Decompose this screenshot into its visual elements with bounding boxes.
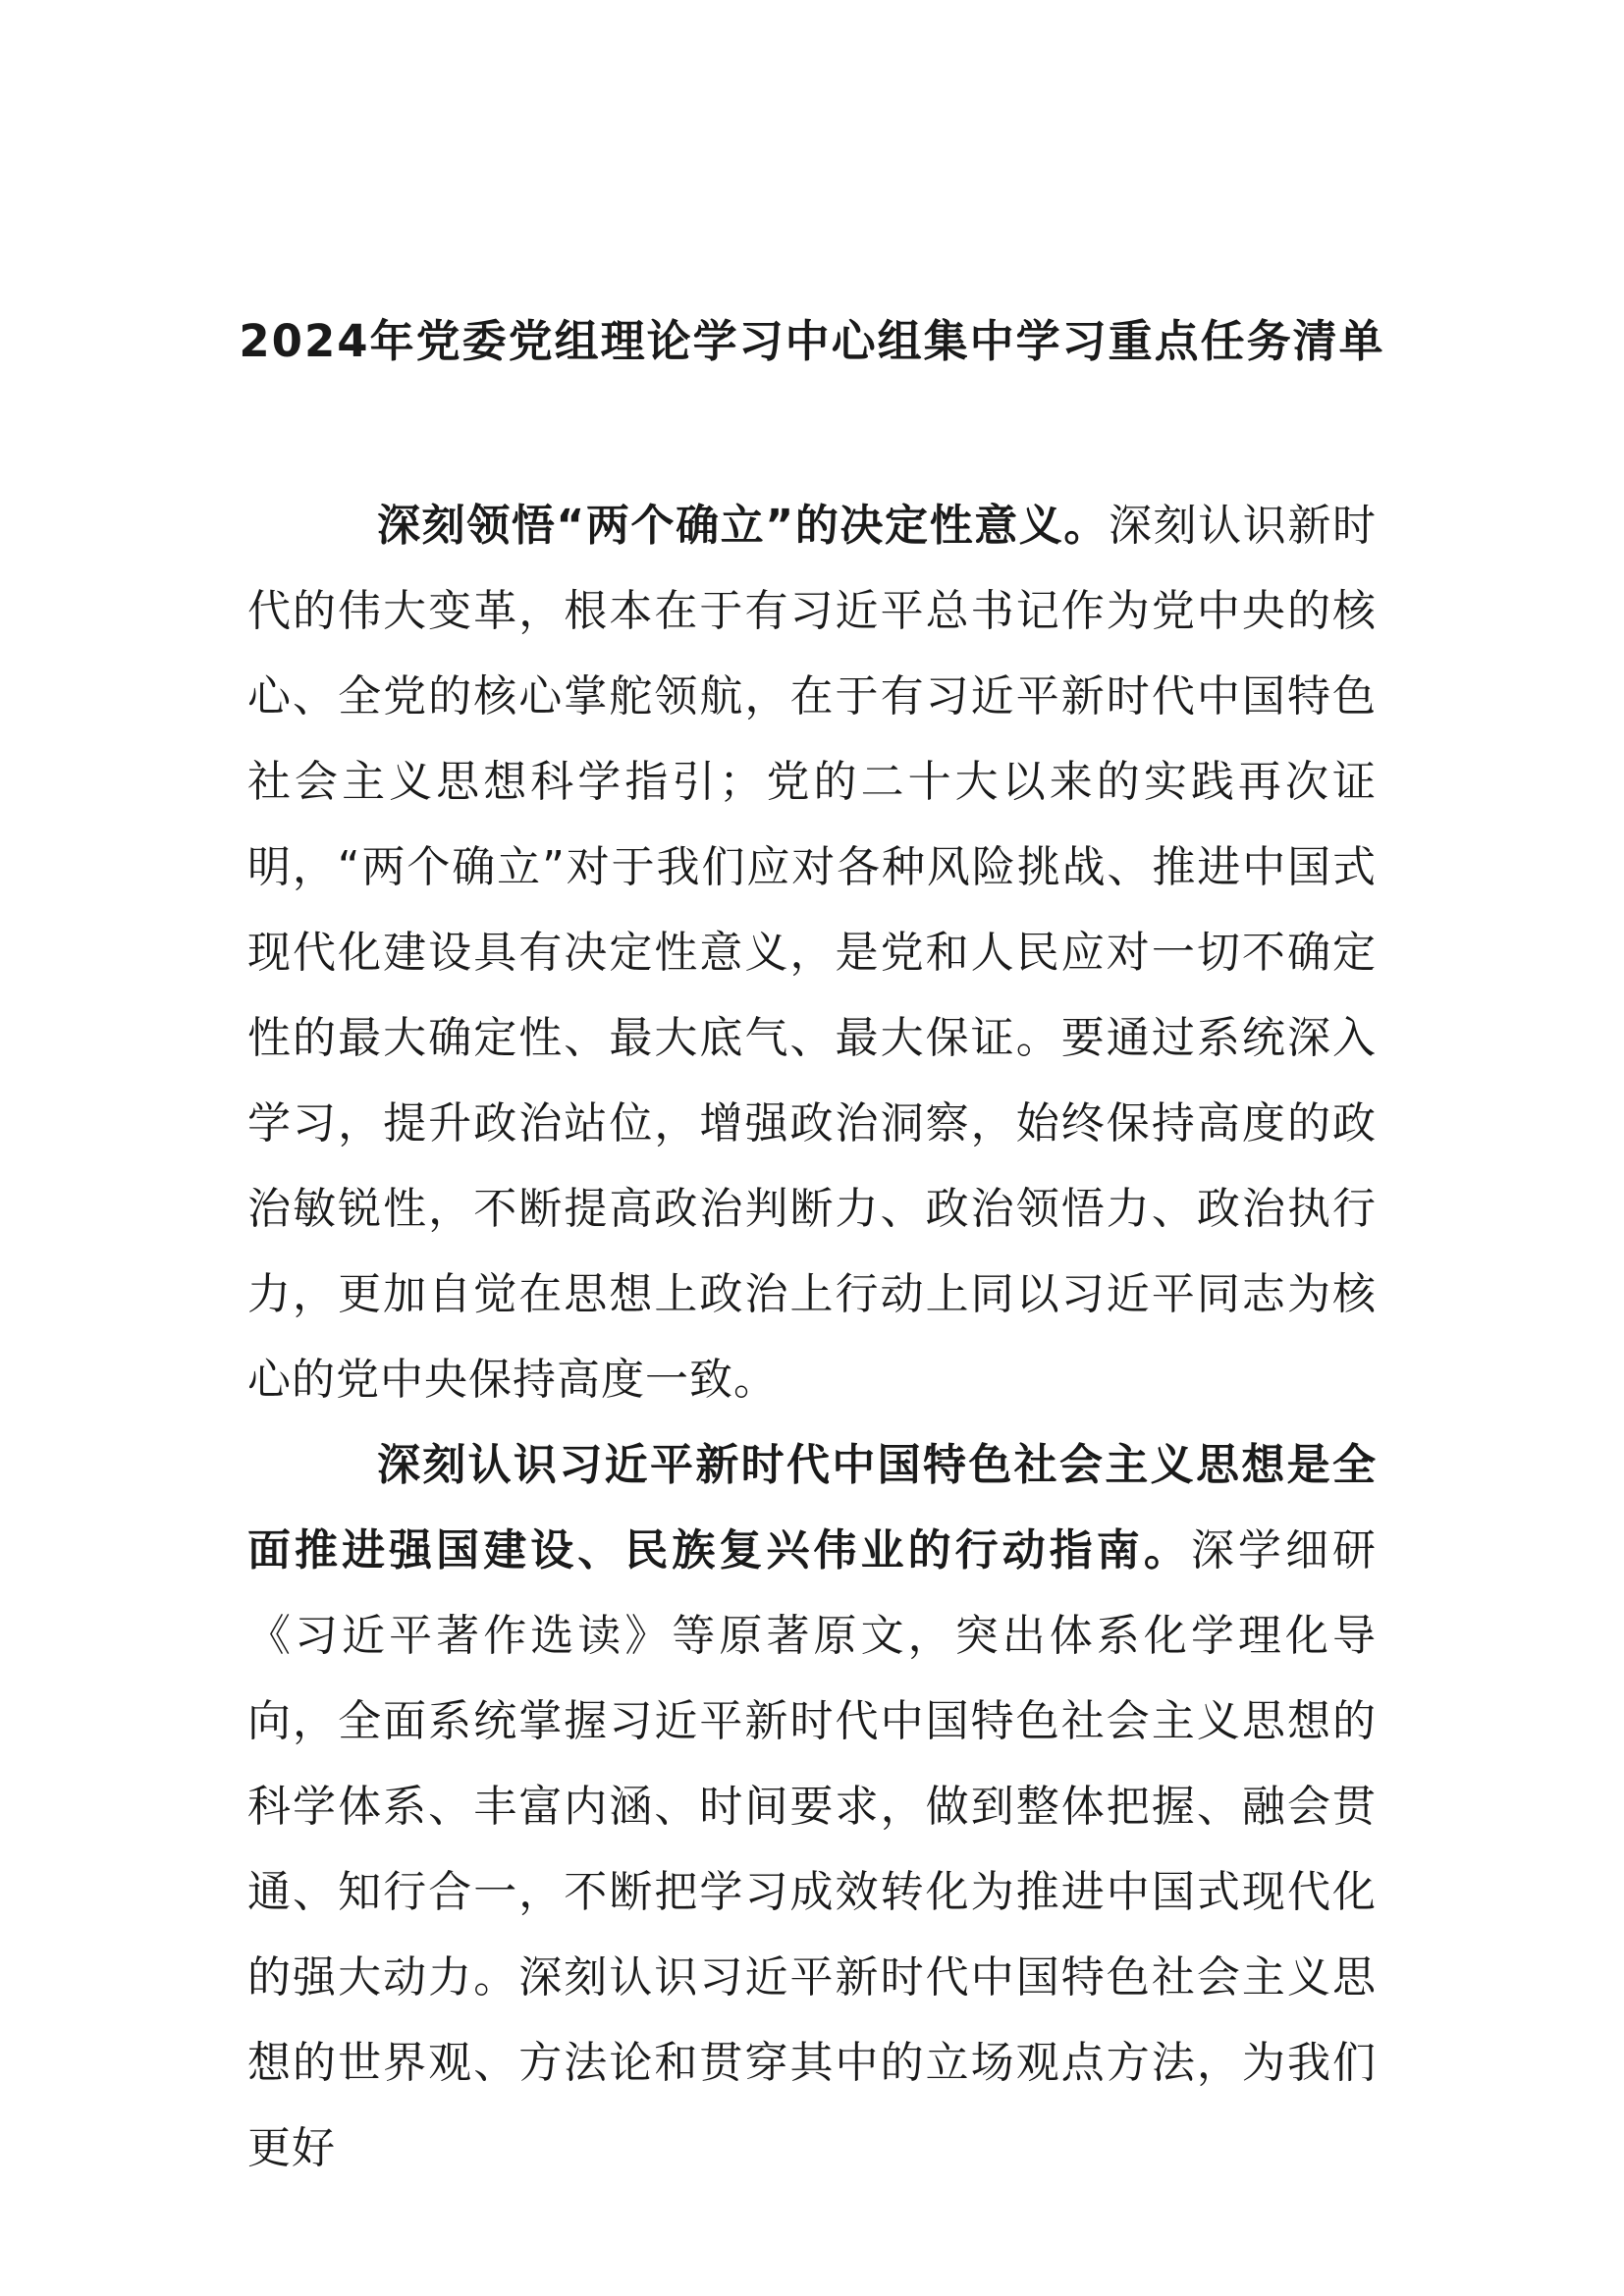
paragraph-1-text: 深刻认识新时代的伟大变革，根本在于有习近平总书记作为党中央的核心、全党的核心掌舵领航，在于有习近平新时代中国特色社会主义思想科学指引；党的二十大以来的实践再次证明，“两个确立”对于我们应对各种风险挑战、推进中国式现代化建设具有决定性意义，是党和人民应对一切不确定性的最大确定性、最大底气、最大保证。要通过系统深入学习，提升政治站位，增强政治洞察，始终保持高度的政治敏锐性，不断提高政治判断力、政治领悟力、政治执行力，更加自觉在思想上政治上行动上同以习近平同志为核心的党中央保持高度一致。 [247,501,1378,1405]
paragraph-2 [247,1422,1377,2191]
paragraph-1-lead: 深刻领悟“两个确立”的决定性意义。 [377,501,1110,551]
paragraph-1 [247,483,1377,1422]
document-body [247,483,1377,2191]
paragraph-2-text: 深学细研《习近平著作选读》等原著原文，突出体系化学理化导向，全面系统掌握习近平新时代中国特色社会主义思想的科学体系、丰富内涵、时间要求，做到整体把握、融会贯通、知行合一，不断把学习成效转化为推进中国式现代化的强大动力。深刻认识习近平新时代中国特色社会主义思想的世界观、方法论和贯穿其中的立场观点方法，为我们更好 [247,1525,1378,2173]
document-title: 2024年党委党组理论学习中心组集中学习重点任务清单 [239,315,1385,367]
paragraph-2-lead: 深刻认识习近平新时代中国特色社会主义思想是全面推进强国建设、民族复兴伟业的行动指南。 [247,1440,1377,1575]
